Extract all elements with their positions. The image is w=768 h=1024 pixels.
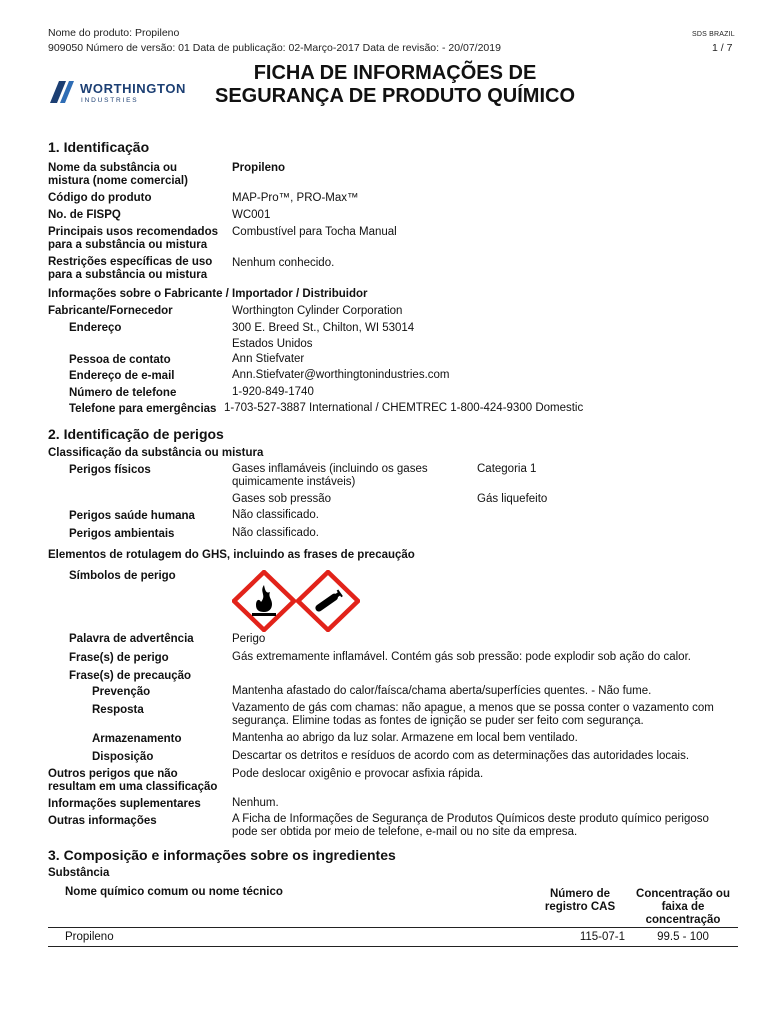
emergency-phone-label: Telefone para emergências xyxy=(69,403,217,415)
flammable-gas-category: Categoria 1 xyxy=(477,463,537,475)
page-number: 1 / 7 xyxy=(712,42,733,54)
substance-value: Propileno xyxy=(232,162,286,174)
storage-label: Armazenamento xyxy=(92,733,182,745)
document-title-line2: SEGURANÇA DE PRODUTO QUÍMICO xyxy=(214,85,576,107)
section-3-heading: 3. Composição e informações sobre os ingredientes xyxy=(48,847,396,863)
col-cas-header-line2: registro CAS xyxy=(544,901,616,913)
version-line-header: 909050 Número de versão: 01 Data de publicação: 02-Março-2017 Data de revisão: - 20/07/2019 xyxy=(48,42,501,54)
disposal-label: Disposição xyxy=(92,751,154,763)
other-info-value xyxy=(232,813,709,839)
response-value-line2: segurança. Elimine todas as fontes de ignição se puder ser feito com segurança. xyxy=(232,715,644,727)
email-label: Endereço de e-mail xyxy=(69,370,175,382)
response-value xyxy=(232,702,714,728)
other-info-value-line1: A Ficha de Informações de Segurança de Produtos Químicos deste produto químico perigoso xyxy=(232,813,709,825)
restrictions-value: Nenhum conhecido. xyxy=(232,257,335,269)
restrictions-label-line1: Restrições específicas de uso xyxy=(48,256,213,268)
storage-value: Mantenha ao abrigo da luz solar. Armazene em local bem ventilado. xyxy=(232,732,578,744)
health-hazards-value: Não classificado. xyxy=(232,509,319,521)
hazard-symbols-label: Símbolos de perigo xyxy=(69,570,176,582)
col-concentration-header-line2: faixa de xyxy=(661,901,705,913)
environmental-hazards-label: Perigos ambientais xyxy=(69,528,175,540)
other-hazards-label-line2: resultam em uma classificação xyxy=(48,781,218,793)
table-row-chemical-name: Propileno xyxy=(65,931,114,943)
health-hazards-label: Perigos saúde humana xyxy=(69,510,195,522)
supplementary-info-label: Informações suplementares xyxy=(48,798,201,810)
substance-label xyxy=(48,162,188,188)
table-row-rule xyxy=(48,946,738,947)
flammable-gas-class-line1: Gases inflamáveis (incluindo os gases xyxy=(232,463,428,475)
col-cas-header-line1: Número de xyxy=(549,888,611,900)
other-hazards-label xyxy=(48,768,217,794)
response-value-line1: Vazamento de gás com chamas: não apague, a menos que se possa conter o vazamento com xyxy=(232,702,714,714)
product-code-value: MAP-Pro™, PRO-Max™ xyxy=(232,192,359,204)
region-label: SDS BRAZIL xyxy=(692,31,735,38)
precautionary-statements-label: Frase(s) de precaução xyxy=(69,670,192,682)
physical-hazards-label: Perigos físicos xyxy=(69,464,151,476)
address-label: Endereço xyxy=(69,322,122,334)
other-hazards-value: Pode deslocar oxigênio e provocar asfixia rápida. xyxy=(232,768,484,780)
emergency-phone-value: 1-703-527-3887 International / CHEMTREC 1-800-424-9300 Domestic xyxy=(224,402,584,414)
col-chemical-name-header: Nome químico comum ou nome técnico xyxy=(65,886,283,898)
environmental-hazards-value: Não classificado. xyxy=(232,527,319,539)
col-concentration-header-line3: concentração xyxy=(645,914,721,926)
uses-value: Combustível para Tocha Manual xyxy=(232,226,397,238)
document-title-line1: FICHA DE INFORMAÇÕES DE xyxy=(253,62,537,84)
gas-cylinder-pictogram-icon xyxy=(296,570,360,632)
prevention-label: Prevenção xyxy=(92,686,151,698)
other-hazards-label-line1: Outros perigos que não xyxy=(48,768,178,780)
ghs-elements-heading: Elementos de rotulagem do GHS, incluindo as frases de precaução xyxy=(48,549,415,561)
col-concentration-header xyxy=(628,888,738,927)
hazard-statements-label: Frase(s) de perigo xyxy=(69,652,169,664)
substance-label-line2: mistura (nome comercial) xyxy=(48,175,188,187)
fispq-value: WC001 xyxy=(232,209,271,221)
prevention-value: Mantenha afastado do calor/faísca/chama aberta/superfícies quentes. - Não fume. xyxy=(232,685,652,697)
uses-label xyxy=(48,226,218,252)
product-code-label: Código do produto xyxy=(48,192,152,204)
address-value-line1: 300 E. Breed St., Chilton, WI 53014 xyxy=(232,322,415,334)
signal-word-value: Perigo xyxy=(232,633,266,645)
restrictions-label-line2: para a substância ou mistura xyxy=(48,269,208,281)
contact-value: Ann Stiefvater xyxy=(232,353,305,365)
gas-under-pressure-category: Gás liquefeito xyxy=(477,493,548,505)
gas-under-pressure-class: Gases sob pressão xyxy=(232,493,332,505)
supplementary-info-value: Nenhum. xyxy=(232,797,279,809)
response-label: Resposta xyxy=(92,704,144,716)
phone-label: Número de telefone xyxy=(69,387,177,399)
section-2-heading: 2. Identificação de perigos xyxy=(48,426,224,442)
classification-heading: Classificação da substância ou mistura xyxy=(48,447,264,459)
table-row-concentration: 99.5 - 100 xyxy=(657,931,709,943)
restrictions-label xyxy=(48,256,212,282)
flame-pictogram-icon xyxy=(232,570,296,632)
col-cas-header xyxy=(535,888,625,914)
flammable-gas-class-line2: quimicamente instáveis) xyxy=(232,476,356,488)
fispq-label: No. de FISPQ xyxy=(48,209,121,221)
product-name-header: Nome do produto: Propileno xyxy=(48,27,180,39)
contact-label: Pessoa de contato xyxy=(69,354,171,366)
signal-word-label: Palavra de advertência xyxy=(69,633,194,645)
col-concentration-header-line1: Concentração ou xyxy=(636,888,730,900)
other-info-value-line2: pode ser obtida por meio de telefone, e-mail ou no site da empresa. xyxy=(232,826,578,838)
substance-subheading: Substância xyxy=(48,867,110,879)
uses-label-line2: para a substância ou mistura xyxy=(48,239,208,251)
table-row-cas: 115-07-1 xyxy=(579,931,625,943)
logo-name: WORTHINGTON xyxy=(80,81,187,96)
company-logo xyxy=(50,80,187,106)
substance-label-line1: Nome da substância ou xyxy=(48,162,178,174)
manufacturer-info-heading: Informações sobre o Fabricante / Importador / Distribuidor xyxy=(48,288,368,300)
supplier-value: Worthington Cylinder Corporation xyxy=(232,305,403,317)
email-value: Ann.Stiefvater@worthingtonindustries.com xyxy=(232,369,450,381)
logo-sub: INDUSTRIES xyxy=(81,97,139,104)
section-1-heading: 1. Identificação xyxy=(48,139,150,155)
worthington-logo-icon xyxy=(50,81,74,103)
address-value-line2: Estados Unidos xyxy=(232,338,313,350)
disposal-value: Descartar os detritos e resíduos de acordo com as determinações das autoridades locais. xyxy=(232,750,690,762)
uses-label-line1: Principais usos recomendados xyxy=(48,226,219,238)
other-info-label: Outras informações xyxy=(48,815,157,827)
phone-value: 1-920-849-1740 xyxy=(232,386,314,398)
supplier-label: Fabricante/Fornecedor xyxy=(48,305,173,317)
flammable-gas-class xyxy=(232,463,428,489)
hazard-statements-value: Gás extremamente inflamável. Contém gás sob pressão: pode explodir sob ação do calor. xyxy=(232,651,691,663)
table-header-rule xyxy=(48,927,738,928)
